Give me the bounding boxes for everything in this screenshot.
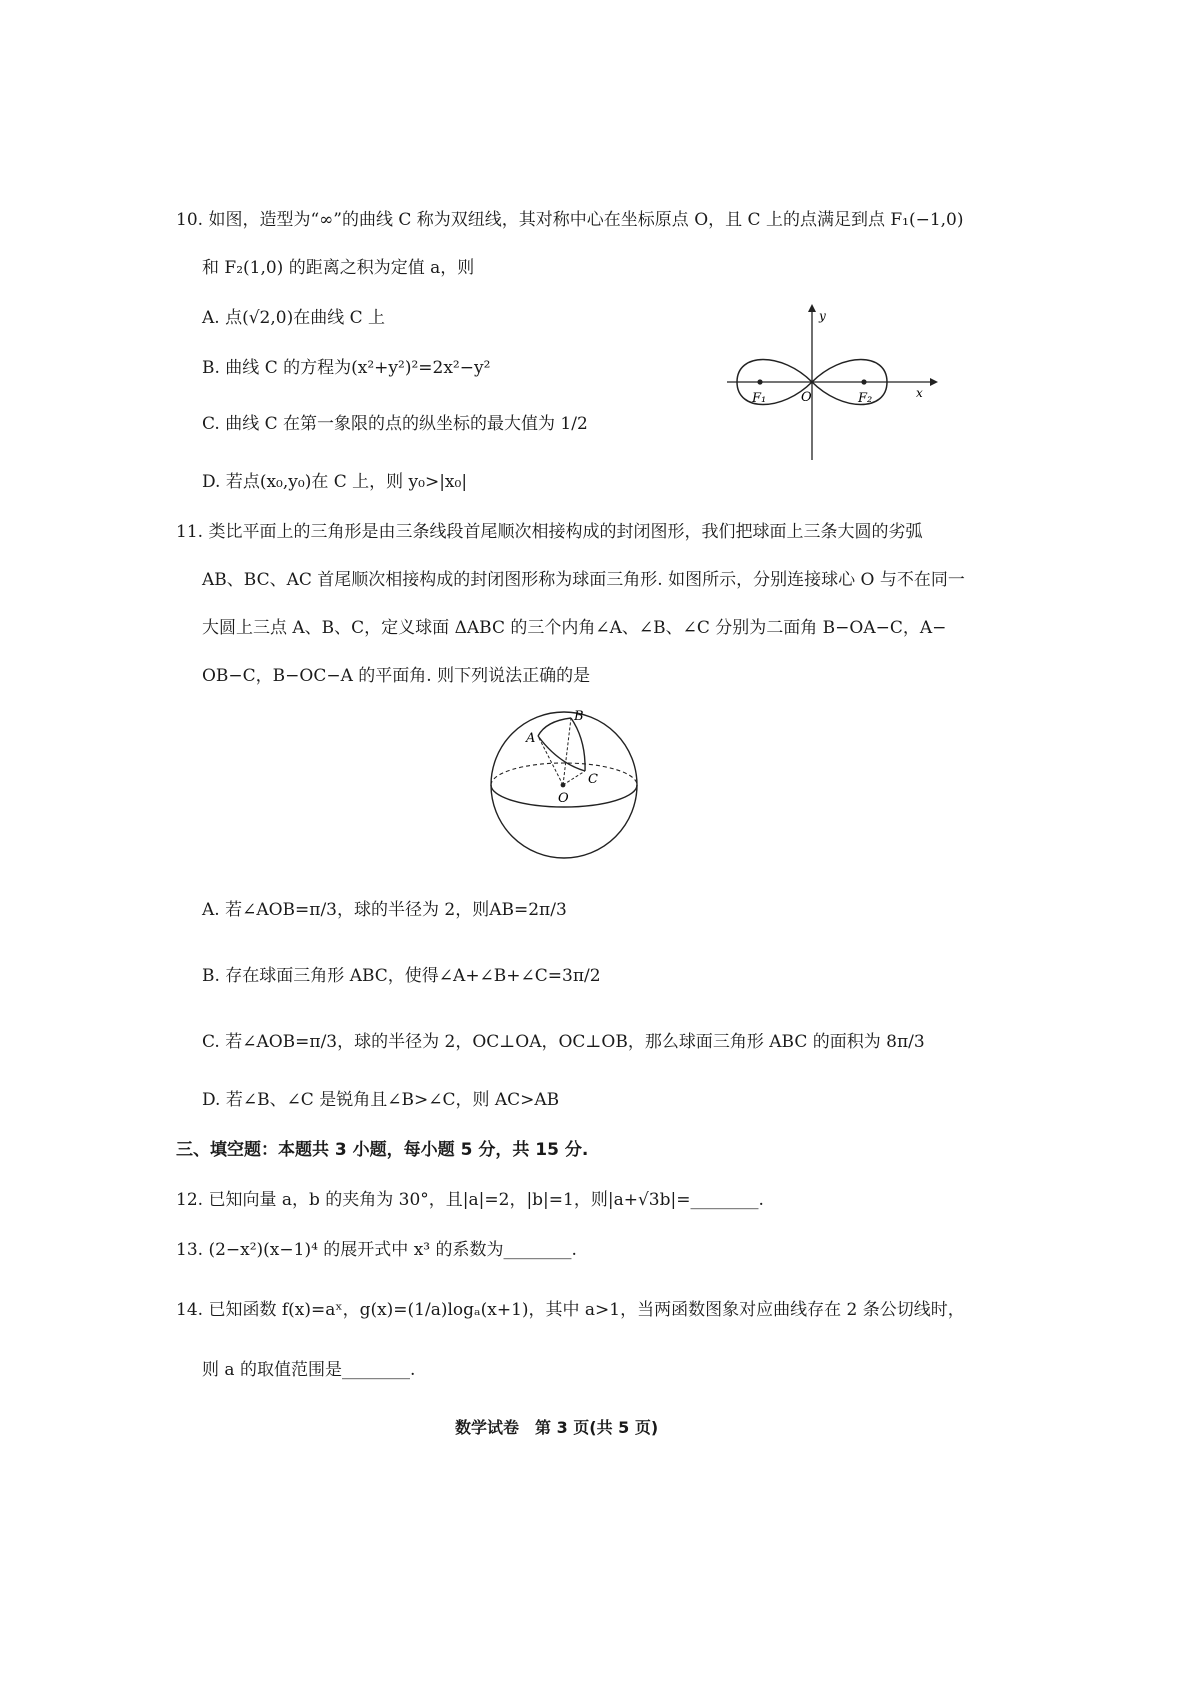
label-b: B (574, 709, 584, 724)
q10-option-a: A. 点(√2,0)在曲线 C 上 (202, 308, 386, 328)
q11-option-b: B. 存在球面三角形 ABC，使得∠A+∠B+∠C=3π/2 (202, 966, 601, 986)
label-f1: F₁ (752, 391, 767, 406)
q11-option-a: A. 若∠AOB=π/3，球的半径为 2，则AB=2π/3 (202, 900, 567, 920)
arc-ac (538, 736, 585, 771)
q12-text: 12. 已知向量 a，b 的夹角为 30°，且|a|=2，|b|=1，则|a+√3b|=________. (176, 1190, 764, 1210)
q14-line2: 则 a 的取值范围是________. (202, 1360, 416, 1380)
sphere-figure (486, 705, 646, 865)
q11-stem-line3: 大圆上三点 A、B、C，定义球面 ΔABC 的三个内角∠A、∠B、∠C 分别为二面角 B−OA−C，A− (202, 618, 947, 638)
segment-ob (563, 718, 571, 785)
arc-ab (538, 718, 571, 736)
segment-oc (563, 771, 585, 785)
q10-option-d: D. 若点(x₀,y₀)在 C 上，则 y₀>|x₀| (202, 472, 468, 492)
q11-option-d: D. 若∠B、∠C 是锐角且∠B>∠C，则 AC>AB (202, 1090, 560, 1110)
y-axis-arrow (808, 304, 816, 312)
q11-stem-line2: AB、BC、AC 首尾顺次相接构成的封闭图形称为球面三角形. 如图所示，分别连接球心 O 与不在同一 (202, 570, 965, 590)
label-a: A (526, 731, 536, 746)
focus-f1 (757, 379, 762, 384)
label-x: x (916, 386, 923, 400)
q11-option-c: C. 若∠AOB=π/3，球的半径为 2，OC⊥OA，OC⊥OB，那么球面三角形 ABC 的面积为 8π/3 (202, 1032, 925, 1052)
q11-stem-line1: 11. 类比平面上的三角形是由三条线段首尾顺次相接构成的封闭图形，我们把球面上三条大圆的劣弧 (176, 522, 923, 542)
focus-f2 (861, 379, 866, 384)
q11-stem-line4: OB−C，B−OC−A 的平面角. 则下列说法正确的是 (202, 666, 591, 686)
q10-stem-line1: 10. 如图，造型为“∞”的曲线 C 称为双纽线，其对称中心在坐标原点 O，且 C 上的点满足到点 F₁(−1,0) (176, 210, 964, 230)
lemniscate-figure (722, 300, 942, 465)
x-axis-arrow (930, 378, 938, 386)
q10-stem-line2: 和 F₂(1,0) 的距离之积为定值 a，则 (202, 258, 475, 278)
q10-option-c: C. 曲线 C 在第一象限的点的纵坐标的最大值为 1/2 (202, 414, 588, 434)
label-origin: O (801, 390, 812, 405)
page-footer: 数学试卷 第 3 页(共 5 页) (455, 1418, 659, 1437)
label-c: C (588, 772, 598, 787)
q13-text: 13. (2−x²)(x−1)⁴ 的展开式中 x³ 的系数为________. (176, 1240, 577, 1260)
q14-line1: 14. 已知函数 f(x)=aˣ，g(x)=(1/a)logₐ(x+1)，其中 a>1，当两函数图象对应曲线存在 2 条公切线时， (176, 1300, 965, 1320)
center-o (561, 783, 566, 788)
q10-option-b: B. 曲线 C 的方程为(x²+y²)²=2x²−y² (202, 358, 491, 378)
section-3-heading: 三、填空题：本题共 3 小题，每小题 5 分，共 15 分. (176, 1140, 589, 1160)
segment-oa (538, 736, 563, 785)
label-f2: F₂ (858, 391, 873, 406)
label-y: y (819, 309, 826, 323)
label-o: O (558, 791, 569, 806)
